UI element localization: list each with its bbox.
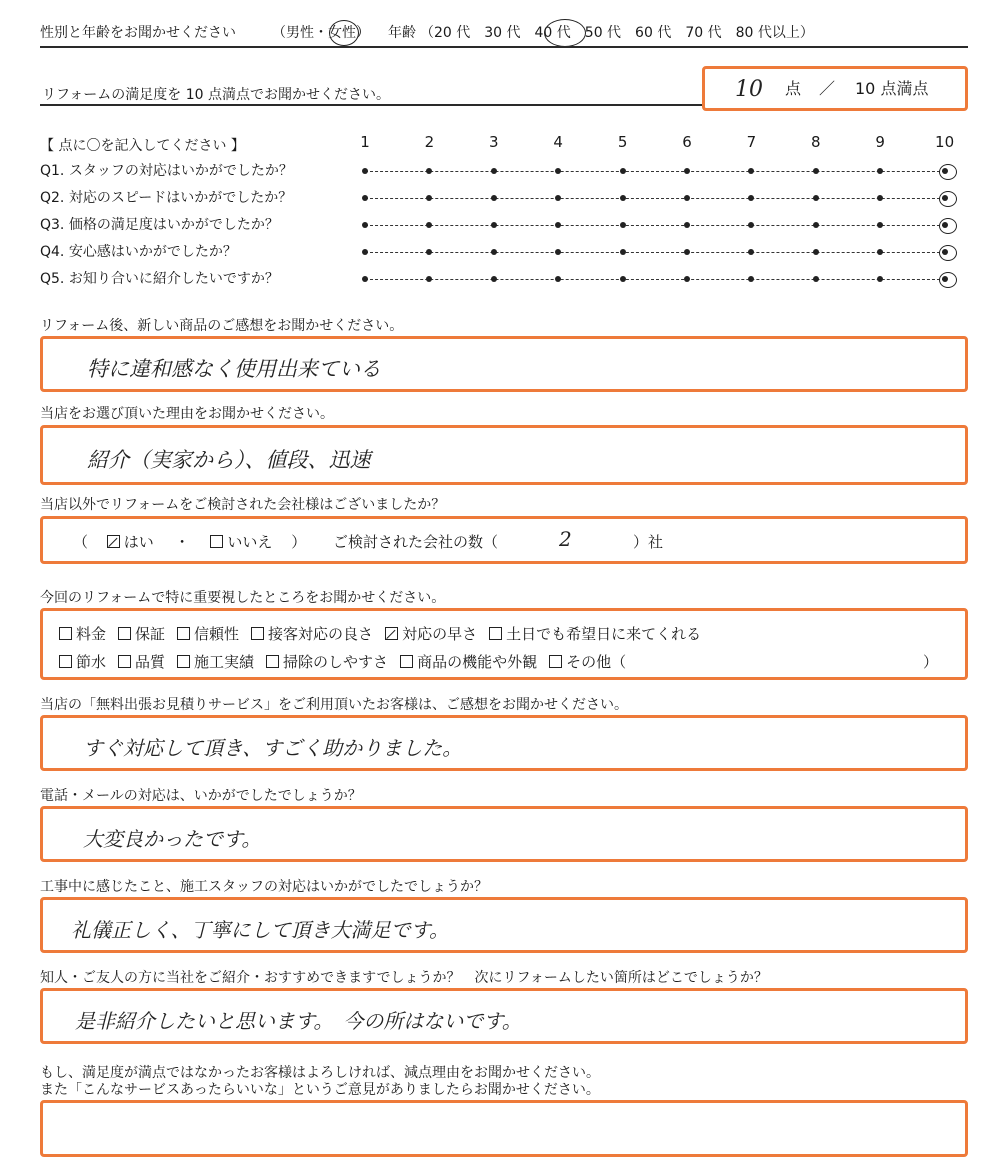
rating-point-q1-9[interactable] xyxy=(877,168,883,174)
rating-point-q2-5[interactable] xyxy=(620,195,626,201)
estimate-answer-box[interactable] xyxy=(40,715,968,771)
priority-label: 商品の機能や外観 xyxy=(417,653,538,671)
priority-checkbox[interactable] xyxy=(59,655,72,668)
priorities-other-close: ） xyxy=(923,653,939,671)
rating-point-q5-5[interactable] xyxy=(620,276,626,282)
other-companies-box[interactable] xyxy=(40,516,968,564)
selected-circle-q1 xyxy=(939,164,957,180)
rating-point-q4-2[interactable] xyxy=(426,249,432,255)
rating-point-q1-7[interactable] xyxy=(748,168,754,174)
rating-point-q3-8[interactable] xyxy=(813,222,819,228)
rating-point-q5-8[interactable] xyxy=(813,276,819,282)
priority-option-row1-2[interactable] xyxy=(177,625,239,643)
priority-checkbox[interactable] xyxy=(118,655,131,668)
rating-point-q3-6[interactable] xyxy=(684,222,690,228)
rating-point-q4-5[interactable] xyxy=(620,249,626,255)
yesno-open-paren: （ xyxy=(73,533,89,551)
rating-point-q1-1[interactable] xyxy=(362,168,368,174)
priority-option-row2-3[interactable] xyxy=(266,653,388,671)
priority-label: 節水 xyxy=(76,653,107,671)
priority-option-row1-3[interactable] xyxy=(251,625,373,643)
priority-checkbox[interactable] xyxy=(177,655,190,668)
rating-point-q3-5[interactable] xyxy=(620,222,626,228)
scale-number-6: 6 xyxy=(682,133,692,151)
no-label: いいえ xyxy=(227,533,273,551)
priority-option-row2-2[interactable] xyxy=(177,653,254,671)
yes-checkbox[interactable] xyxy=(107,535,120,548)
rating-point-q2-1[interactable] xyxy=(362,195,368,201)
contact-prompt: 電話・メールの対応は、いかがでしたでしょうか？ xyxy=(40,788,362,804)
priority-label: 施工実績 xyxy=(194,653,255,671)
satisfaction-prompt: リフォームの満足度を 10 点満点でお聞かせください。 xyxy=(42,87,391,103)
rating-point-q3-4[interactable] xyxy=(555,222,561,228)
yes-label: はい xyxy=(123,533,154,551)
no-option[interactable] xyxy=(210,533,272,551)
priority-checkbox[interactable] xyxy=(177,627,190,640)
priority-option-row2-1[interactable] xyxy=(118,653,165,671)
priority-checkbox[interactable] xyxy=(251,627,264,640)
other-companies-yesno xyxy=(73,533,306,551)
rating-point-q3-1[interactable] xyxy=(362,222,368,228)
score-box[interactable] xyxy=(702,66,968,111)
impression-answer: 特に違和感なく使用出来ている xyxy=(87,357,381,381)
reason-answer-box[interactable] xyxy=(40,425,968,485)
priority-label: 掃除のしやすさ xyxy=(283,653,389,671)
score-separator: ／ xyxy=(819,79,836,98)
construction-prompt: 工事中に感じたこと、施工スタッフの対応はいかがでしたでしょうか？ xyxy=(40,879,488,895)
rating-point-q5-2[interactable] xyxy=(426,276,432,282)
rating-point-q4-3[interactable] xyxy=(491,249,497,255)
score-max-label: 10 点満点 xyxy=(855,79,929,98)
deduction-prompt-line-1: もし、満足度が満点ではなかったお客様はよろしければ、減点理由をお聞かせください。 xyxy=(40,1065,600,1081)
rating-point-q2-6[interactable] xyxy=(684,195,690,201)
rating-point-q3-7[interactable] xyxy=(748,222,754,228)
priorities-row-2 xyxy=(59,653,638,671)
scale-number-5: 5 xyxy=(617,133,628,151)
priority-option-row1-1[interactable] xyxy=(118,625,165,643)
priority-option-row1-4[interactable] xyxy=(385,625,477,643)
priority-checkbox[interactable] xyxy=(385,627,398,640)
company-count-value[interactable]: 2 xyxy=(559,527,572,551)
priority-label: 接客対応の良さ xyxy=(268,625,374,643)
no-checkbox[interactable] xyxy=(210,535,223,548)
priority-option-row2-5[interactable] xyxy=(549,653,626,671)
question-label-q3: Q3. 価格の満足度はいかがでしたか？ xyxy=(40,217,279,233)
gender-prompt: 性別と年齢をお聞かせください xyxy=(40,25,236,41)
priorities-box xyxy=(40,608,968,680)
deduction-answer-box[interactable] xyxy=(40,1100,968,1157)
rating-track-q2 xyxy=(365,198,945,199)
age-options[interactable]: （20 代 30 代 40 代 50 代 60 代 70 代 80 代以上） xyxy=(420,25,814,41)
rating-point-q4-7[interactable] xyxy=(748,249,754,255)
score-unit: 点 xyxy=(785,79,802,98)
rating-point-q2-9[interactable] xyxy=(877,195,883,201)
priority-label: 土日でも希望日に来てくれる xyxy=(506,625,702,643)
priority-checkbox[interactable] xyxy=(59,627,72,640)
priority-checkbox[interactable] xyxy=(266,655,279,668)
rating-point-q1-6[interactable] xyxy=(684,168,690,174)
priority-option-row1-5[interactable] xyxy=(489,625,701,643)
rating-instruction: 【 点に〇を記入してください 】 xyxy=(40,138,245,154)
company-count-label: ご検討された会社の数（ xyxy=(333,533,499,551)
rating-point-q5-3[interactable] xyxy=(491,276,497,282)
age-label: 年齢 xyxy=(388,25,416,41)
priority-option-row1-0[interactable] xyxy=(59,625,106,643)
priority-label: その他（ xyxy=(566,653,627,671)
rating-point-q5-6[interactable] xyxy=(684,276,690,282)
priority-option-row2-0[interactable] xyxy=(59,653,106,671)
selected-circle-q3 xyxy=(939,218,957,234)
priority-label: 保証 xyxy=(135,625,166,643)
rating-point-q2-7[interactable] xyxy=(748,195,754,201)
selected-circle-q2 xyxy=(939,191,957,207)
yesno-dot: ・ xyxy=(174,533,190,551)
scale-number-10: 10 xyxy=(935,133,955,151)
rating-point-q1-8[interactable] xyxy=(813,168,819,174)
deduction-prompt-line-2: また「こんなサービスあったらいいな」というご意見がありましたらお聞かせください。 xyxy=(40,1082,600,1098)
priority-option-row2-4[interactable] xyxy=(400,653,537,671)
impression-answer-box[interactable] xyxy=(40,336,968,392)
contact-answer-box[interactable] xyxy=(40,806,968,862)
scale-number-9: 9 xyxy=(875,133,885,151)
rating-point-q5-7[interactable] xyxy=(748,276,754,282)
gender-options[interactable]: （男性・女性） xyxy=(272,25,370,41)
priority-checkbox[interactable] xyxy=(118,627,131,640)
estimate-prompt: 当店の「無料出張お見積りサービス」をご利用頂いたお客様は、ご感想をお聞かせください。 xyxy=(40,697,628,713)
estimate-answer: すぐ対応して頂き、すごく助かりました。 xyxy=(83,736,463,760)
question-label-q1: Q1. スタッフの対応はいかがでしたか？ xyxy=(40,163,293,179)
construction-answer-box[interactable] xyxy=(40,897,968,953)
contact-answer: 大変良かったです。 xyxy=(83,827,262,851)
priority-label: 料金 xyxy=(76,625,107,643)
construction-answer: 礼儀正しく、丁寧にして頂き大満足です。 xyxy=(71,918,449,942)
gender-selected-circle xyxy=(329,20,359,46)
rating-point-q4-8[interactable] xyxy=(813,249,819,255)
rating-point-q1-4[interactable] xyxy=(555,168,561,174)
selected-circle-q5 xyxy=(939,272,957,288)
selected-circle-q4 xyxy=(939,245,957,261)
rating-point-q2-4[interactable] xyxy=(555,195,561,201)
rating-point-q2-8[interactable] xyxy=(813,195,819,201)
score-handwritten: 10 xyxy=(735,77,763,102)
rating-point-q4-6[interactable] xyxy=(684,249,690,255)
scale-number-7: 7 xyxy=(746,133,757,151)
rating-point-q4-4[interactable] xyxy=(555,249,561,255)
scale-number-3: 3 xyxy=(489,133,499,151)
yes-option[interactable] xyxy=(107,533,154,551)
rating-point-q1-5[interactable] xyxy=(620,168,626,174)
rating-point-q2-2[interactable] xyxy=(426,195,432,201)
scale-number-1: 1 xyxy=(360,133,370,151)
rating-point-q1-2[interactable] xyxy=(426,168,432,174)
scale-number-8: 8 xyxy=(811,133,821,151)
priority-label: 品質 xyxy=(135,653,166,671)
question-label-q2: Q2. 対応のスピードはいかがでしたか？ xyxy=(40,190,293,206)
rating-point-q3-2[interactable] xyxy=(426,222,432,228)
age-selected-circle xyxy=(544,19,586,47)
priority-checkbox[interactable] xyxy=(400,655,413,668)
satisfaction-rule xyxy=(40,104,702,106)
scale-number-2: 2 xyxy=(424,133,435,151)
recommend-answer: 是非紹介したいと思います。 今の所はないです。 xyxy=(75,1009,522,1033)
reason-prompt: 当店をお選び頂いた理由をお聞かせください。 xyxy=(40,406,334,422)
rating-point-q5-4[interactable] xyxy=(555,276,561,282)
question-label-q4: Q4. 安心感はいかがでしたか？ xyxy=(40,244,237,260)
question-label-q5: Q5. お知り合いに紹介したいですか？ xyxy=(40,271,279,287)
rating-point-q5-1[interactable] xyxy=(362,276,368,282)
rating-point-q1-3[interactable] xyxy=(491,168,497,174)
priorities-prompt: 今回のリフォームで特に重要視したところをお聞かせください。 xyxy=(40,590,446,606)
rating-point-q2-3[interactable] xyxy=(491,195,497,201)
rating-track-q1 xyxy=(365,171,945,172)
other-companies-prompt: 当店以外でリフォームをご検討された会社様はございましたか？ xyxy=(40,497,446,513)
rating-point-q5-9[interactable] xyxy=(877,276,883,282)
rating-point-q4-9[interactable] xyxy=(877,249,883,255)
priority-checkbox[interactable] xyxy=(489,627,502,640)
rating-track-q4 xyxy=(365,252,945,253)
priority-checkbox[interactable] xyxy=(549,655,562,668)
recommend-prompt: 知人・ご友人の方に当社をご紹介・おすすめできますでしょうか？ 次にリフォームしたい箇所はどこでしょうか？ xyxy=(40,970,768,986)
rating-point-q3-9[interactable] xyxy=(877,222,883,228)
rating-track-q5 xyxy=(365,279,945,280)
priority-label: 信頼性 xyxy=(194,625,240,643)
scale-number-4: 4 xyxy=(553,133,563,151)
yesno-close-paren: ） xyxy=(291,533,307,551)
company-count-unit: ）社 xyxy=(633,533,664,551)
priority-label: 対応の早さ xyxy=(402,625,478,643)
priorities-row-1 xyxy=(59,625,713,643)
recommend-answer-box[interactable] xyxy=(40,988,968,1044)
reason-answer: 紹介（実家から）、値段、迅速 xyxy=(87,448,371,472)
header-rule xyxy=(40,46,968,48)
rating-point-q3-3[interactable] xyxy=(491,222,497,228)
rating-track-q3 xyxy=(365,225,945,226)
impression-prompt: リフォーム後、新しい商品のご感想をお聞かせください。 xyxy=(40,318,404,334)
rating-point-q4-1[interactable] xyxy=(362,249,368,255)
